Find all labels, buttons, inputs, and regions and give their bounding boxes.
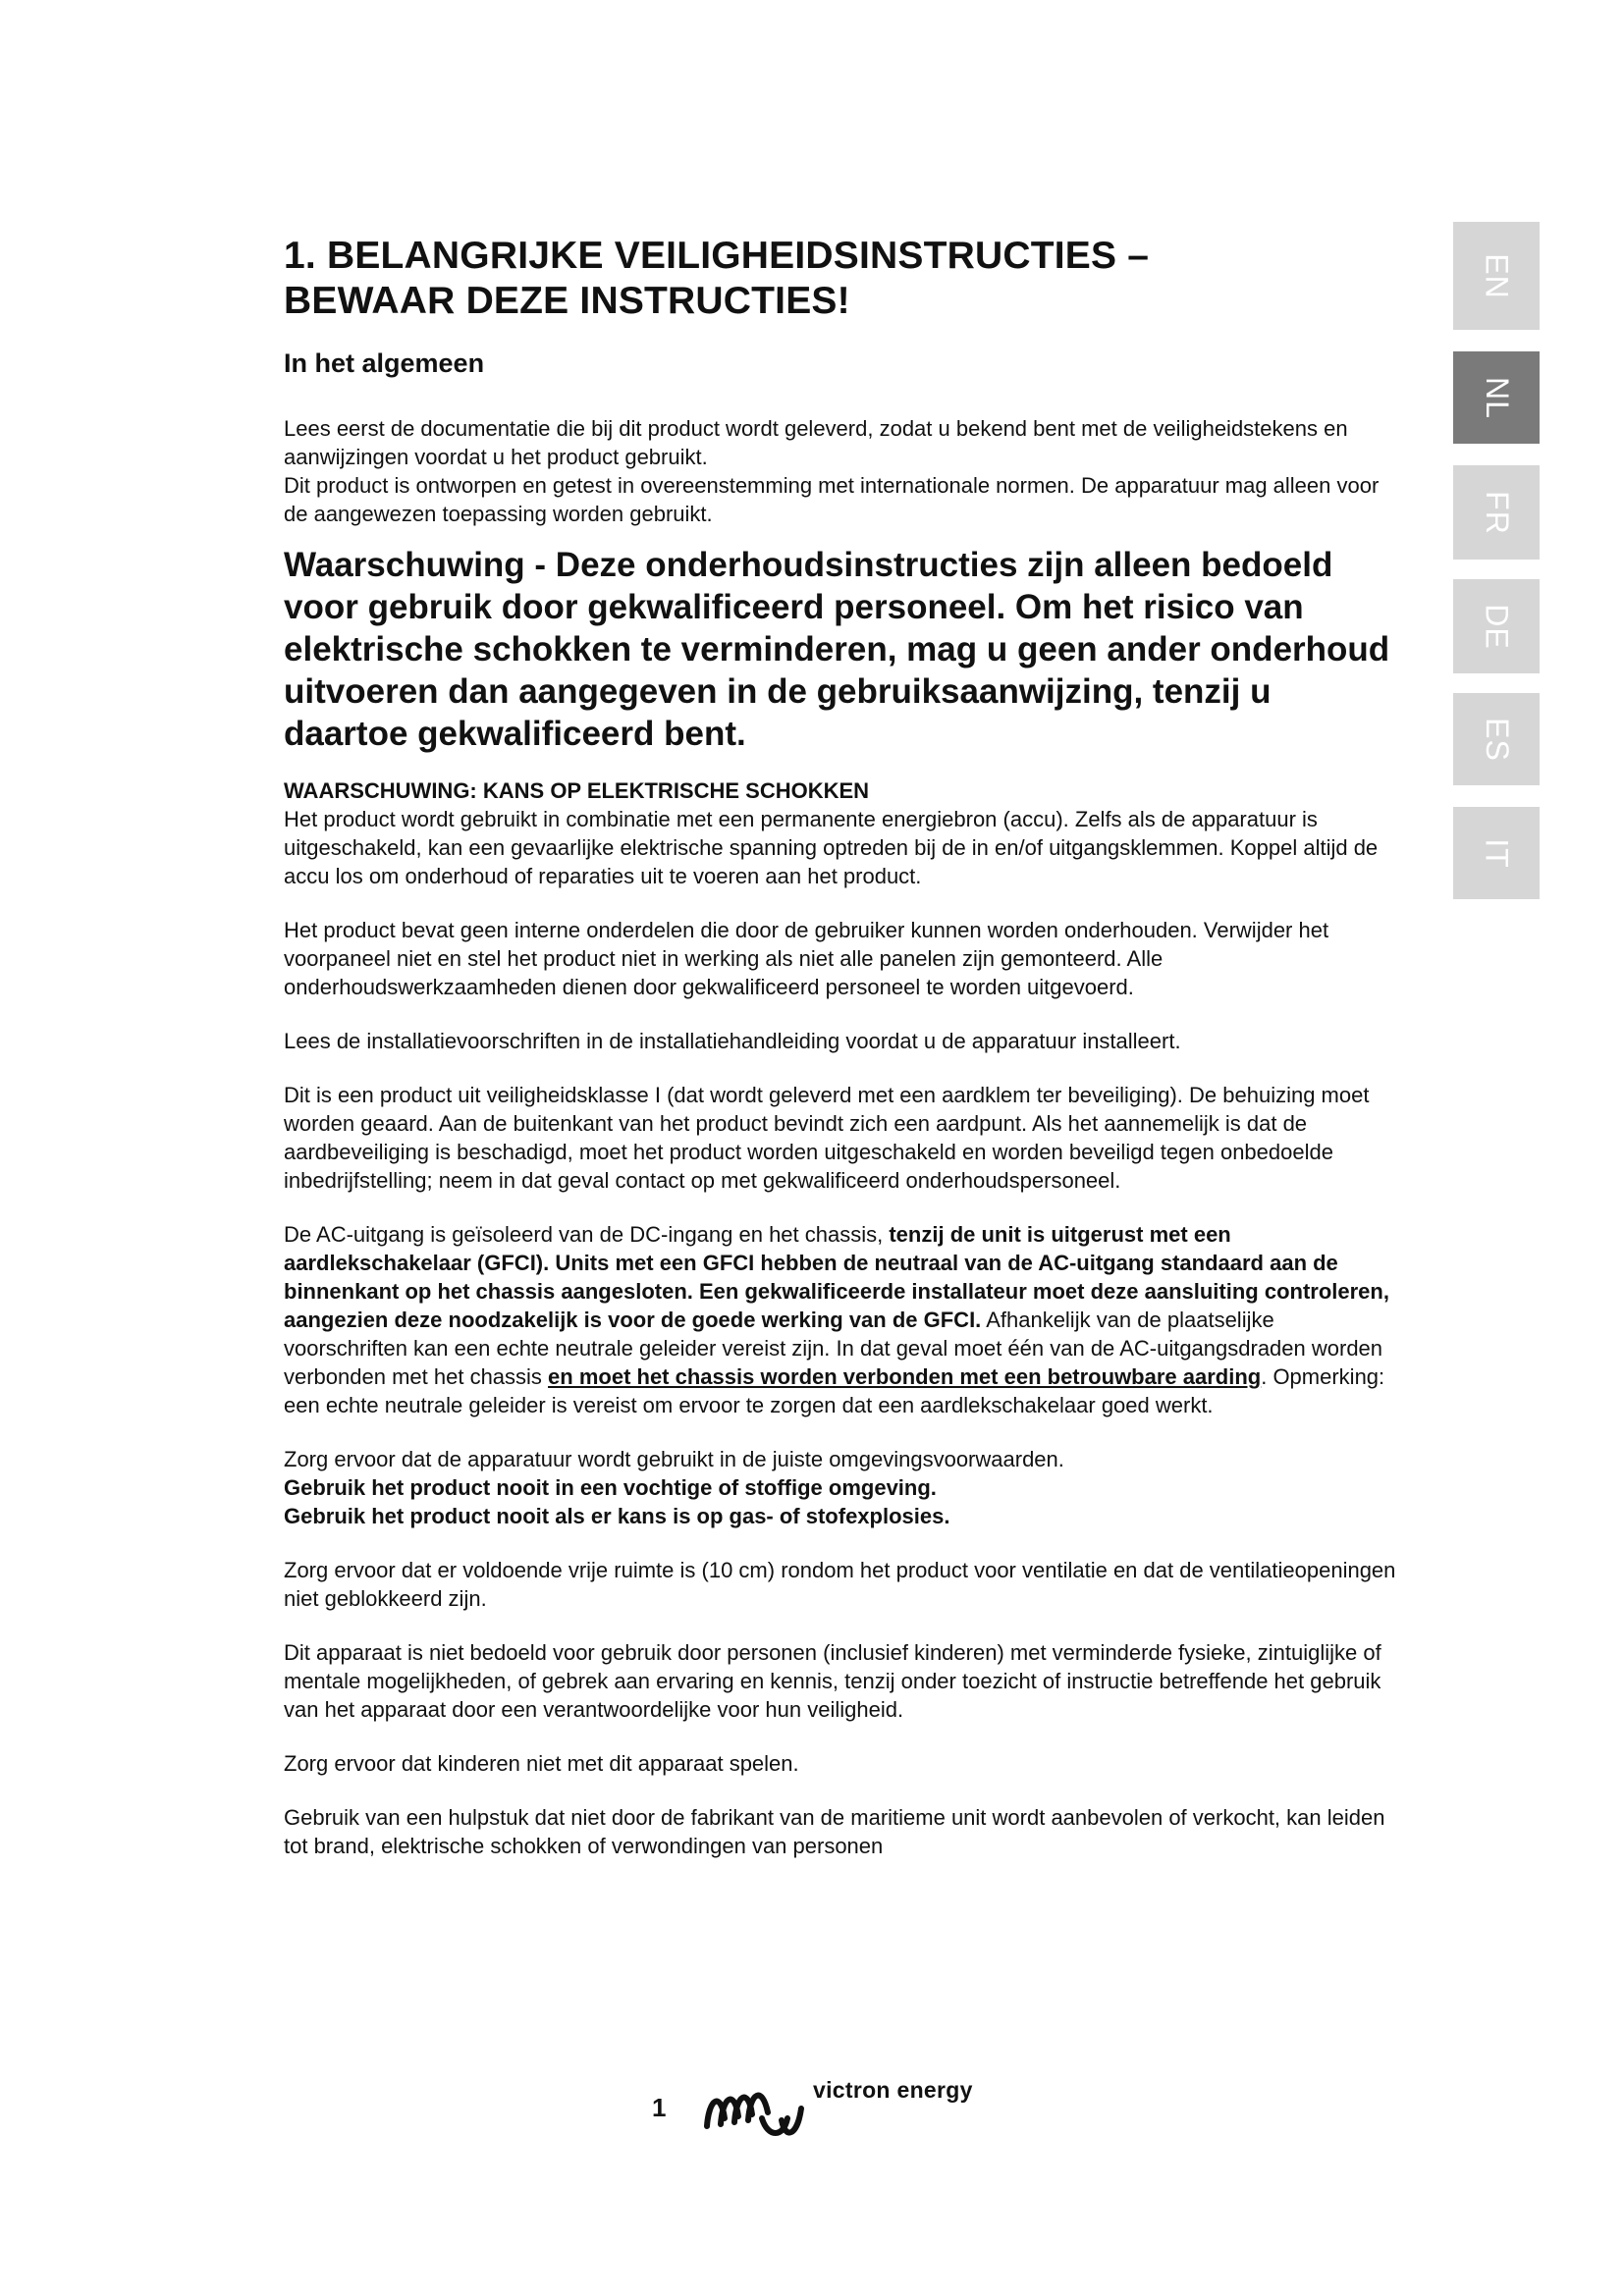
page-title bbox=[284, 234, 1399, 324]
general-heading: In het algemeen bbox=[284, 348, 485, 378]
shock-warning-heading: WAARSCHUWING: KANS OP ELEKTRISCHE SCHOKKEN bbox=[284, 778, 870, 803]
install-paragraph: Lees de installatievoorschriften in de installatiehandleiding voordat u de apparatuur installeert. bbox=[284, 1029, 1181, 1053]
language-tab-it[interactable]: IT bbox=[1453, 807, 1540, 899]
victron-logo-icon bbox=[699, 2079, 807, 2144]
environment-bold-2: Gebruik het product nooit als er kans is op gas- of stofexplosies. bbox=[284, 1504, 950, 1528]
page-number: 1 bbox=[652, 2093, 667, 2122]
language-tab-es[interactable]: ES bbox=[1453, 693, 1540, 785]
shock-warning-text: Het product wordt gebruikt in combinatie met een permanente energiebron (accu). Zelfs als de apparatuur is uitgeschakeld, kan een gevaarlijke elektrische spanning optreden bij de in en/of uitgangsklemmen. Koppel altijd de accu los om onderhoud of reparaties uit te voeren aan het product. bbox=[284, 807, 1379, 888]
maintenance-warning: Waarschuwing - Deze onderhoudsinstructies zijn alleen bedoeld voor gebruik door gekwalificeerd personeel. Om het risico van elektrische schokken te verminderen, mag u geen ander onderhoud uitvoeren dan aangegeven in de gebruiksaanwijzing, tenzij u daartoe gekwalificeerd bent. bbox=[284, 546, 1390, 753]
brand-name: victron energy bbox=[813, 2077, 973, 2103]
intro-block bbox=[284, 414, 1399, 528]
ac-output-paragraph bbox=[284, 1220, 1399, 1419]
environment-block bbox=[284, 1445, 1399, 1530]
ac-text-3: Afhankelijk van de plaatselijke voorschriften kan een echte neutrale geleider vereist zijn. In dat geval moet één van de AC-uitgangsdraden worden verbonden met het chassis bbox=[284, 1308, 1383, 1389]
parts-paragraph: Het product bevat geen interne onderdelen die door de gebruiker kunnen worden onderhouden. Verwijder het voorpaneel niet en stel het product niet in werking als niet alle panelen zijn gemonteerd. Alle onderhoudswerkzaamheden dienen door gekwalificeerd personeel te worden uitgevoerd. bbox=[284, 918, 1329, 999]
title-line-2: BEWAAR DEZE INSTRUCTIES! bbox=[284, 280, 850, 322]
environment-line: Zorg ervoor dat de apparatuur wordt gebruikt in de juiste omgevingsvoorwaarden. bbox=[284, 1447, 1064, 1471]
ac-text-underline: en moet het chassis worden verbonden met een betrouwbare aarding bbox=[548, 1364, 1262, 1389]
language-tab-en[interactable]: EN bbox=[1453, 222, 1540, 330]
language-tab-nl[interactable]: NL bbox=[1453, 351, 1540, 444]
document-body bbox=[284, 234, 1399, 1860]
page-footer bbox=[0, 2077, 1624, 2156]
persons-paragraph: Dit apparaat is niet bedoeld voor gebruik door personen (inclusief kinderen) met verminderde fysieke, zintuiglijke of mentale mogelijkheden, of gebrek aan ervaring en kennis, tenzij onder toezicht of instructie betreffende het gebruik van het apparaat door een verantwoordelijke voor hun veiligheid. bbox=[284, 1640, 1381, 1722]
intro-paragraph-1: Lees eerst de documentatie die bij dit product wordt geleverd, zodat u bekend bent met de veiligheidstekens en aanwijzingen voordat u het product gebruikt. bbox=[284, 416, 1348, 469]
ac-text-1: De AC-uitgang is geïsoleerd van de DC-ingang en het chassis, bbox=[284, 1222, 890, 1247]
safety-class-paragraph: Dit is een product uit veiligheidsklasse I (dat wordt geleverd met een aardklem ter beveiliging). De behuizing moet worden geaard. Aan de buitenkant van het product bevindt zich een aardpunt. Als het aannemelijk is dat de aardbeveiliging is beschadigd, moet het product worden uitgeschakeld en worden beveiligd tegen onbedoelde inbedrijfstelling; neem in dat geval contact op met gekwalificeerd onderhoudspersoneel. bbox=[284, 1083, 1370, 1193]
ac-text-gfci-bold: tenzij de unit is uitgerust met een aardlekschakelaar (GFCI). Units met een GFCI hebben de neutraal van de AC-uitgang standaard aan de binnenkant op het chassis aangesloten. Een gekwalificeerde installateur moet deze aansluiting controleren, aangezien deze noodzakelijk is voor de goede werking van de GFCI. bbox=[284, 1222, 1389, 1332]
language-tab-fr[interactable]: FR bbox=[1453, 465, 1540, 560]
ventilation-paragraph: Zorg ervoor dat er voldoende vrije ruimte is (10 cm) rondom het product voor ventilatie en dat de ventilatieopeningen niet geblokkeerd zijn. bbox=[284, 1558, 1396, 1611]
ac-text-5: . Opmerking: een echte neutrale geleider is vereist om ervoor te zorgen dat een aardlekschakelaar goed werkt. bbox=[284, 1364, 1385, 1417]
environment-bold-1: Gebruik het product nooit in een vochtige of stoffige omgeving. bbox=[284, 1475, 937, 1500]
intro-paragraph-2: Dit product is ontworpen en getest in overeenstemming met internationale normen. De apparatuur mag alleen voor de aangewezen toepassing worden gebruikt. bbox=[284, 473, 1380, 526]
language-tab-de[interactable]: DE bbox=[1453, 579, 1540, 673]
title-line-1: 1. BELANGRIJKE VEILIGHEIDSINSTRUCTIES – bbox=[284, 235, 1150, 277]
accessory-paragraph: Gebruik van een hulpstuk dat niet door de fabrikant van de maritieme unit wordt aanbevolen of verkocht, kan leiden tot brand, elektrische schokken of verwondingen van personen bbox=[284, 1805, 1385, 1858]
children-paragraph: Zorg ervoor dat kinderen niet met dit apparaat spelen. bbox=[284, 1751, 799, 1776]
